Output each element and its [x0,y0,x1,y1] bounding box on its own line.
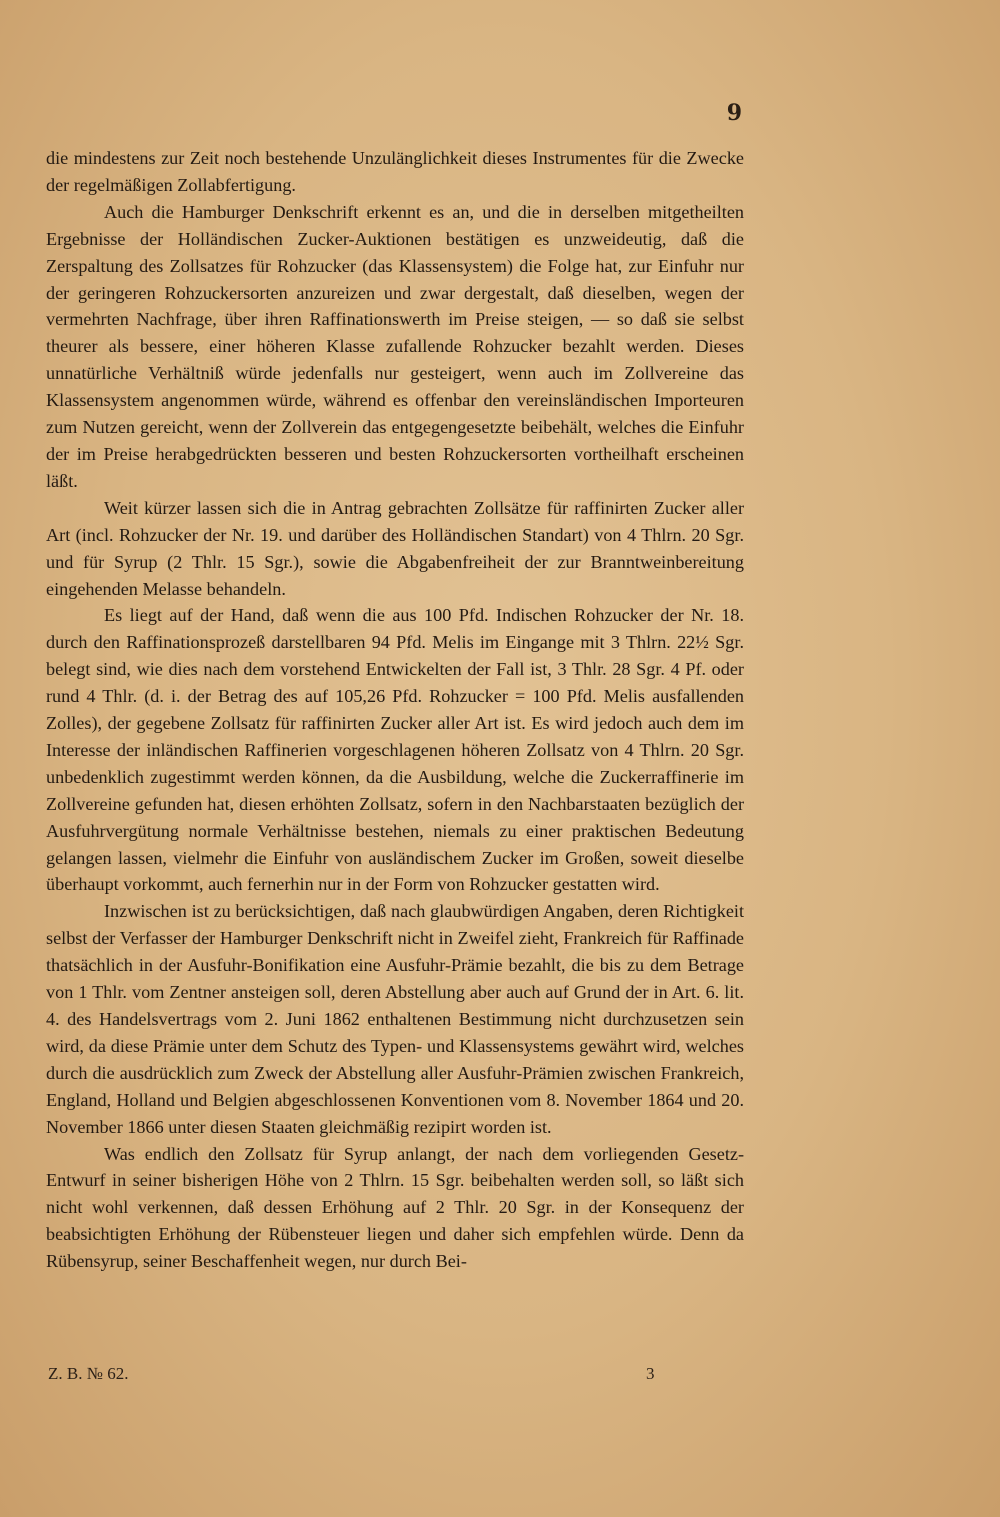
body-text [46,145,744,1275]
paragraph: Weit kürzer lassen sich die in Antrag gebrachten Zollsätze für raffinirten Zucker aller Art (incl. Rohzucker der Nr. 19. und darüber des Holländischen Standart) von 4 Thlrn. 20 Sgr. und für Syrup (2 Thlr. 15 Sgr.), sowie die Abgabenfreiheit der zur Branntweinbereitung eingehenden Melasse behandeln. [46,497,744,599]
paragraph: Inzwischen ist zu berücksichtigen, daß nach glaubwürdigen Angaben, deren Richtigkeit selbst der Verfasser der Hamburger Denkschrift nicht in Zweifel zieht, Frankreich für Raffinade thatsächlich in der Ausfuhr-Bonifikation eine Ausfuhr-Prämie bezahlt, die bis zu dem Betrage von 1 Thlr. vom Zentner ansteigen soll, deren Abstellung aber auch auf Grund der in Art. 6. lit. 4. des Handelsvertrags vom 2. Juni 1862 enthaltenen Bestimmung nicht durchzusetzen sein wird, da diese Prämie unter dem Schutz des Typen- und Klassensystems gewährt wird, welches durch die ausdrücklich zum Zweck der Abstellung aller Ausfuhr-Prämien zwischen Frankreich, England, Holland und Belgien abgeschlossenen Konventionen vom 8. November 1864 und 20. November 1866 unter diesen Staaten gleichmäßig rezipirt worden ist. [46,901,744,1137]
paragraph: Auch die Hamburger Denkschrift erkennt es an, und die in derselben mitgetheilten Ergebnisse der Holländischen Zucker-Auktionen bestätigen es unzweideutig, daß die Zerspaltung des Zollsatzes für Rohzucker (das Klassensystem) die Folge hat, zur Einfuhr nur der geringeren Rohzuckersorten anzureizen und zwar dergestalt, daß dieselben, wegen der vermehrten Nachfrage, über ihren Raffinationswerth im Preise steigen, — so daß sie selbst theurer als bessere, einer höheren Klasse zufallende Rohzucker bezahlt werden. Dieses unnatürliche Verhältniß würde jedenfalls nur gesteigert, wenn auch im Zollvereine das Klassensystem angenommen würde, während es offenbar den vereinsländischen Importeuren zum Nutzen gereicht, wenn der Zollverein das entgegengesetzte beibehält, welches die Einfuhr der im Preise herabgedrückten besseren und besten Rohzuckersorten vortheilhaft erscheinen läßt. [46,201,744,491]
page-number: 9 [726,100,742,126]
printer-signature: Z. B. № 62. [48,1364,129,1383]
sheet-number: 3 [646,1364,655,1383]
paragraph: Es liegt auf der Hand, daß wenn die aus 100 Pfd. Indischen Rohzucker der Nr. 18. durch den Raffinationsprozeß darstellbaren 94 Pfd. Melis im Eingange mit 3 Thlrn. 22½ Sgr. belegt sind, wie dies nach dem vorstehend Entwickelten der Fall ist, 3 Thlr. 28 Sgr. 4 Pf. oder rund 4 Thlr. (d. i. der Betrag des auf 105,26 Pfd. Rohzucker = 100 Pfd. Melis ausfallenden Zolles), der gegebene Zollsatz für raffinirten Zucker aller Art ist. Es wird jedoch auch dem im Interesse der inländischen Raffinerien vorgeschlagenen höheren Zollsatz von 4 Thlrn. 20 Sgr. unbedenklich zugestimmt werden können, da die Ausbildung, welche die Zuckerraffinerie im Zollvereine gefunden hat, diesen erhöhten Zollsatz, sofern in den Nachbarstaaten bezüglich der Ausfuhrvergütung normale Verhältnisse bestehen, niemals zu einer praktischen Bedeutung gelangen lassen, vielmehr die Einfuhr von ausländischem Zucker im Großen, soweit dieselbe überhaupt vorkommt, auch fernerhin nur in der Form von Rohzucker gestatten wird. [46,605,744,895]
paragraph: Was endlich den Zollsatz für Syrup anlangt, der nach dem vorliegenden Gesetz-Entwurf in seiner bisherigen Höhe von 2 Thlrn. 15 Sgr. beibehalten werden soll, so läßt sich nicht wohl verkennen, daß dessen Erhöhung auf 2 Thlr. 20 Sgr. in der Konsequenz der beabsichtigten Erhöhung der Rübensteuer liegen und daher sich empfehlen würde. Denn da Rübensyrup, seiner Beschaffenheit wegen, nur durch Bei- [46,1143,744,1272]
paragraph: die mindestens zur Zeit noch bestehende Unzulänglichkeit dieses Instrumentes für die Zwecke der regelmäßigen Zollabfertigung. [46,148,744,195]
